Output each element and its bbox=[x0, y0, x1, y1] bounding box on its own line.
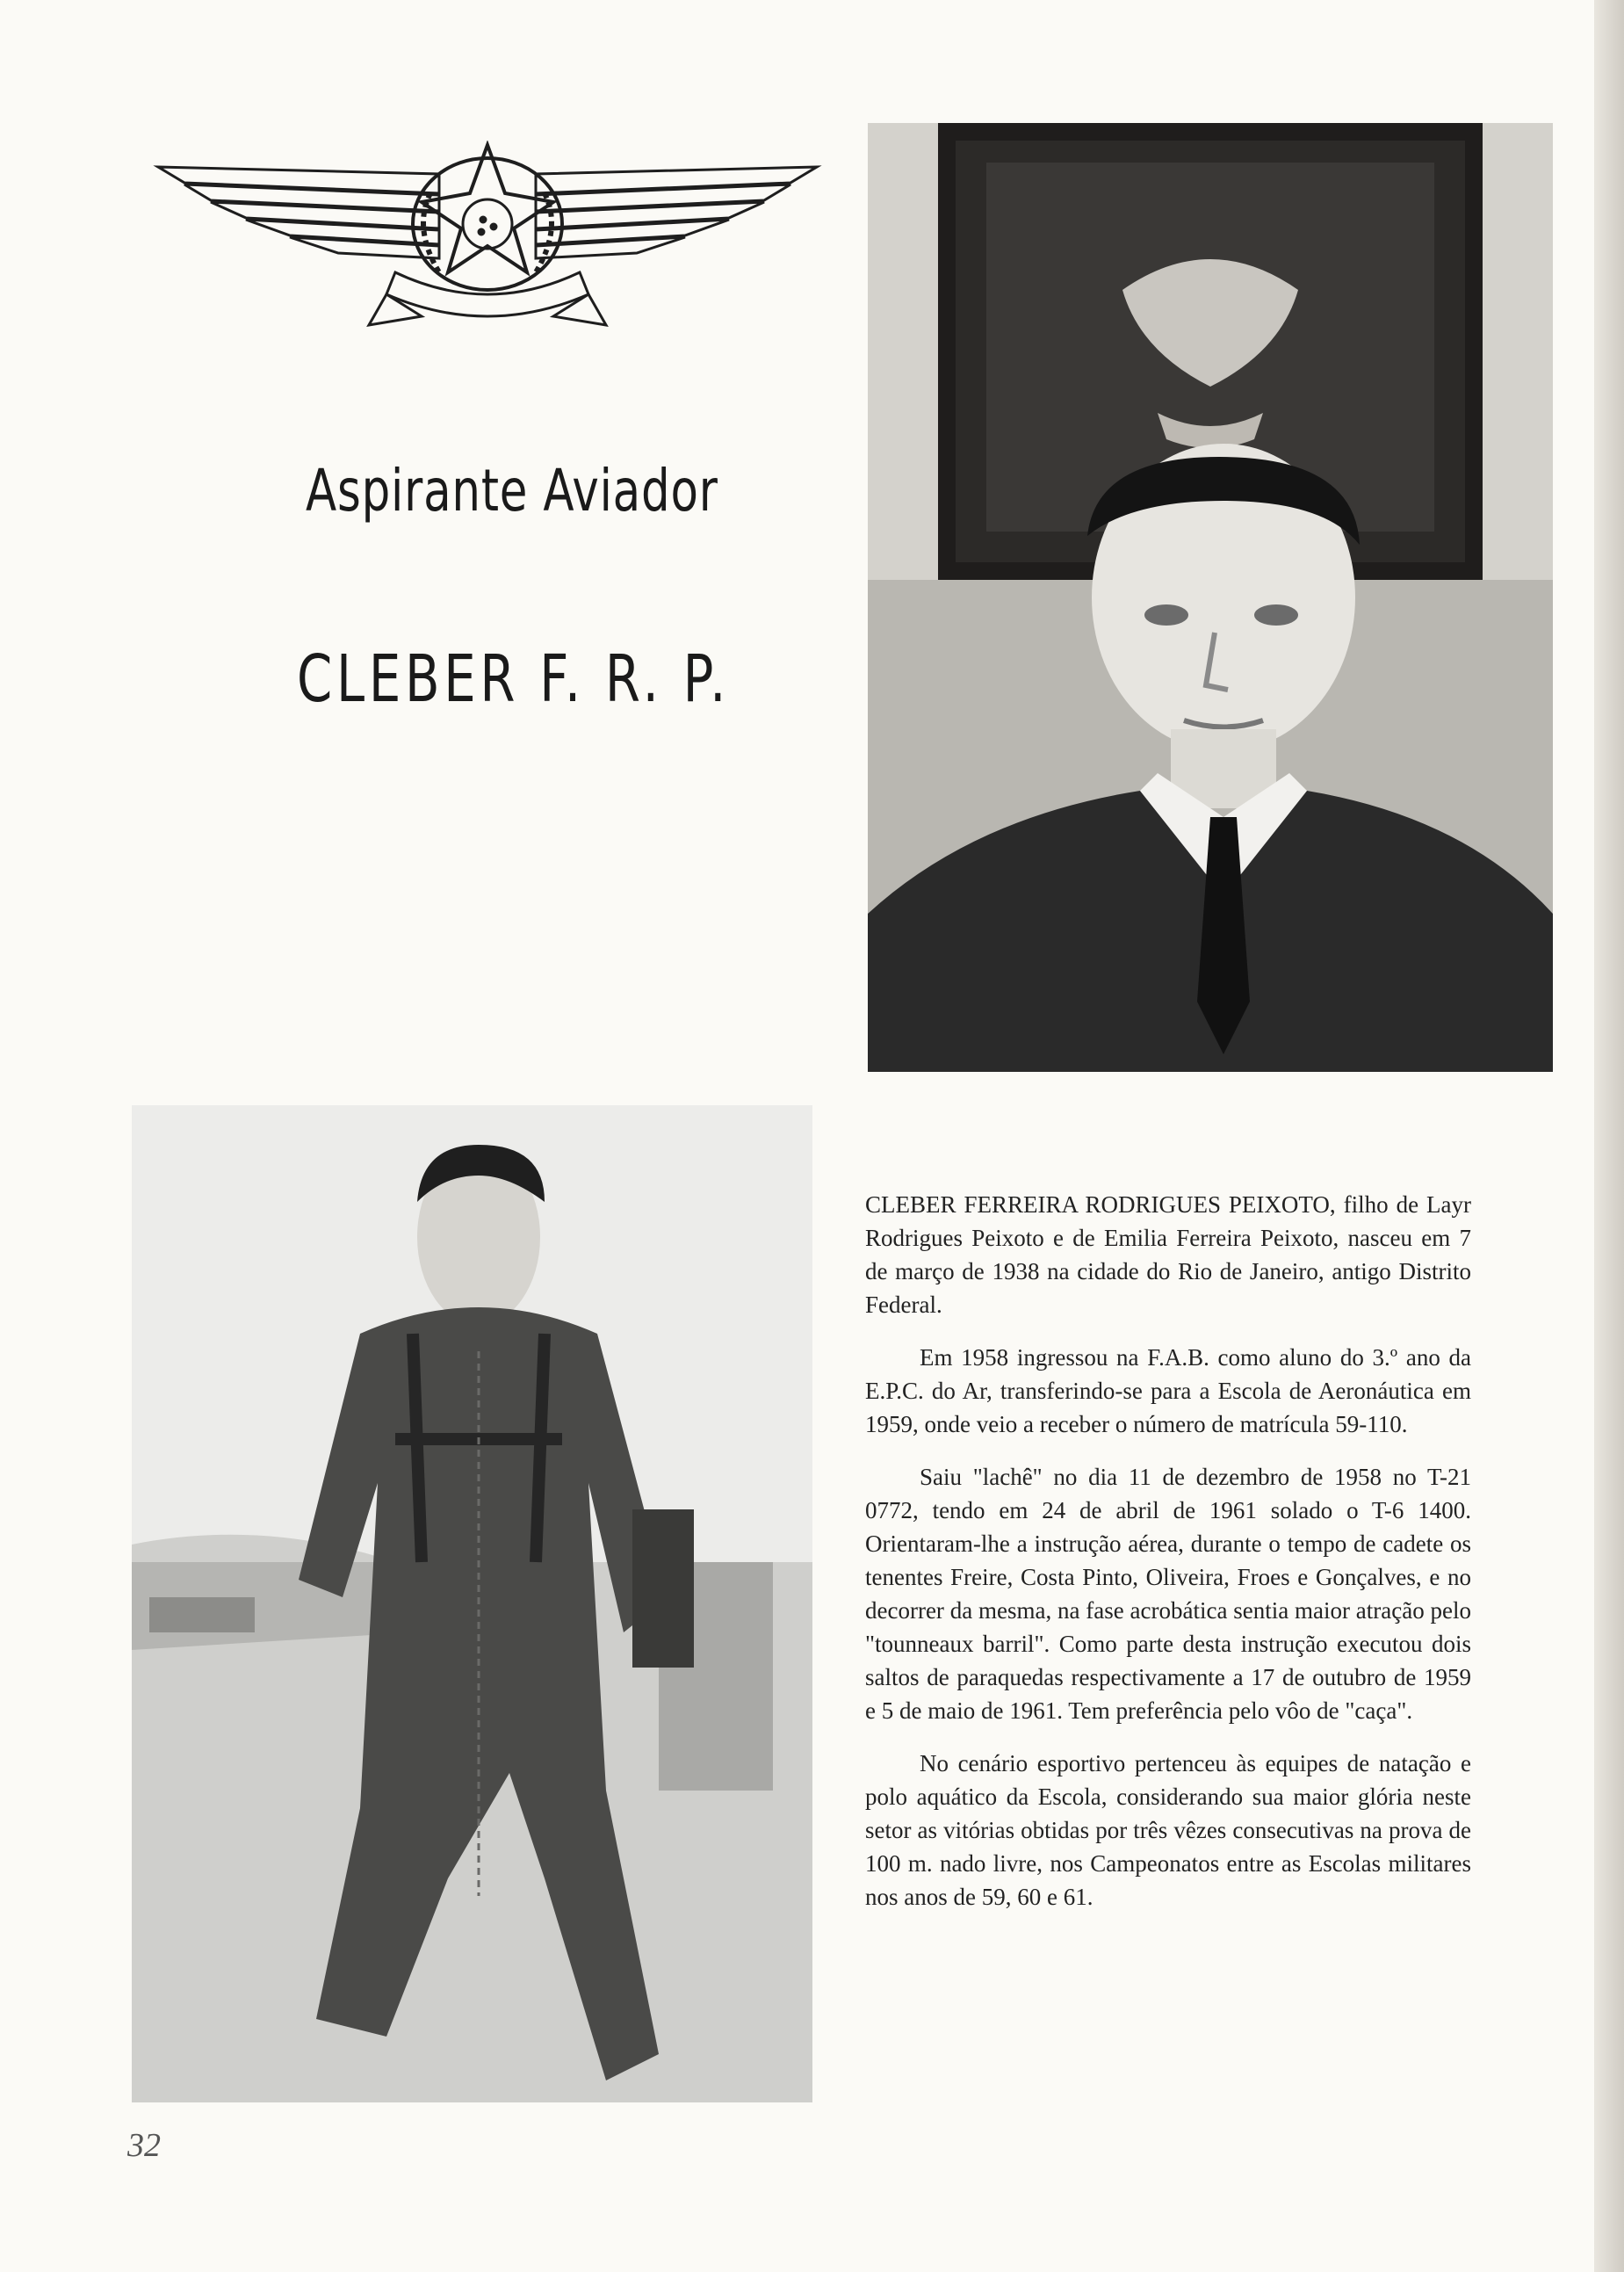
cadet-name-heading: CLEBER F. R. P. bbox=[297, 641, 731, 717]
air-force-wings-insignia-icon bbox=[149, 141, 826, 343]
bio-paragraph: No cenário esportivo pertenceu às equipes de natação e polo aquático da Escola, considerando sua maior glória neste setor as vitórias obtidas por três vêzes consecutivas na prova de 100 m. nado livre, nos Campeonatos entre as Escolas militares nos anos de 59, 60 e 61. bbox=[865, 1750, 1471, 1910]
pilot-in-flight-suit-photo bbox=[132, 1105, 812, 2102]
rank-title: Aspirante Aviador bbox=[306, 457, 718, 525]
biography-text bbox=[865, 1188, 1471, 1933]
officer-portrait-photo bbox=[868, 123, 1553, 1072]
bio-paragraph: Saiu "lachê" no dia 11 de dezembro de 1958 no T-21 0772, tendo em 24 de abril de 1961 solado o T-6 1400. Orientaram-lhe a instrução aérea, durante o tempo de cadete os tenentes Freire, Costa Pinto, Oliveira, Froes e Gonçalves, e no decorrer da mesma, na fase acrobática sentia maior atração pelo "tounneaux barril". Como parte desta instrução executou dois saltos de paraquedas respectivamente a 17 de outubro de 1959 e 5 de maio de 1961. Tem preferência pelo vôo de "caça". bbox=[865, 1464, 1471, 1724]
bio-paragraph: CLEBER FERREIRA RODRIGUES PEIXOTO, filho de Layr Rodrigues Peixoto e de Emilia Ferreira Peixoto, nasceu em 7 de março de 1938 na cidade do Rio de Janeiro, antigo Distrito Federal. bbox=[865, 1191, 1471, 1318]
bio-paragraph: Em 1958 ingressou na F.A.B. como aluno do 3.º ano da E.P.C. do Ar, transferindo-se para a Escola de Aeronáutica em 1959, onde veio a receber o número de matrícula 59-110. bbox=[865, 1344, 1471, 1437]
page-edge bbox=[1594, 0, 1624, 2272]
page-number: 32 bbox=[127, 2127, 161, 2164]
